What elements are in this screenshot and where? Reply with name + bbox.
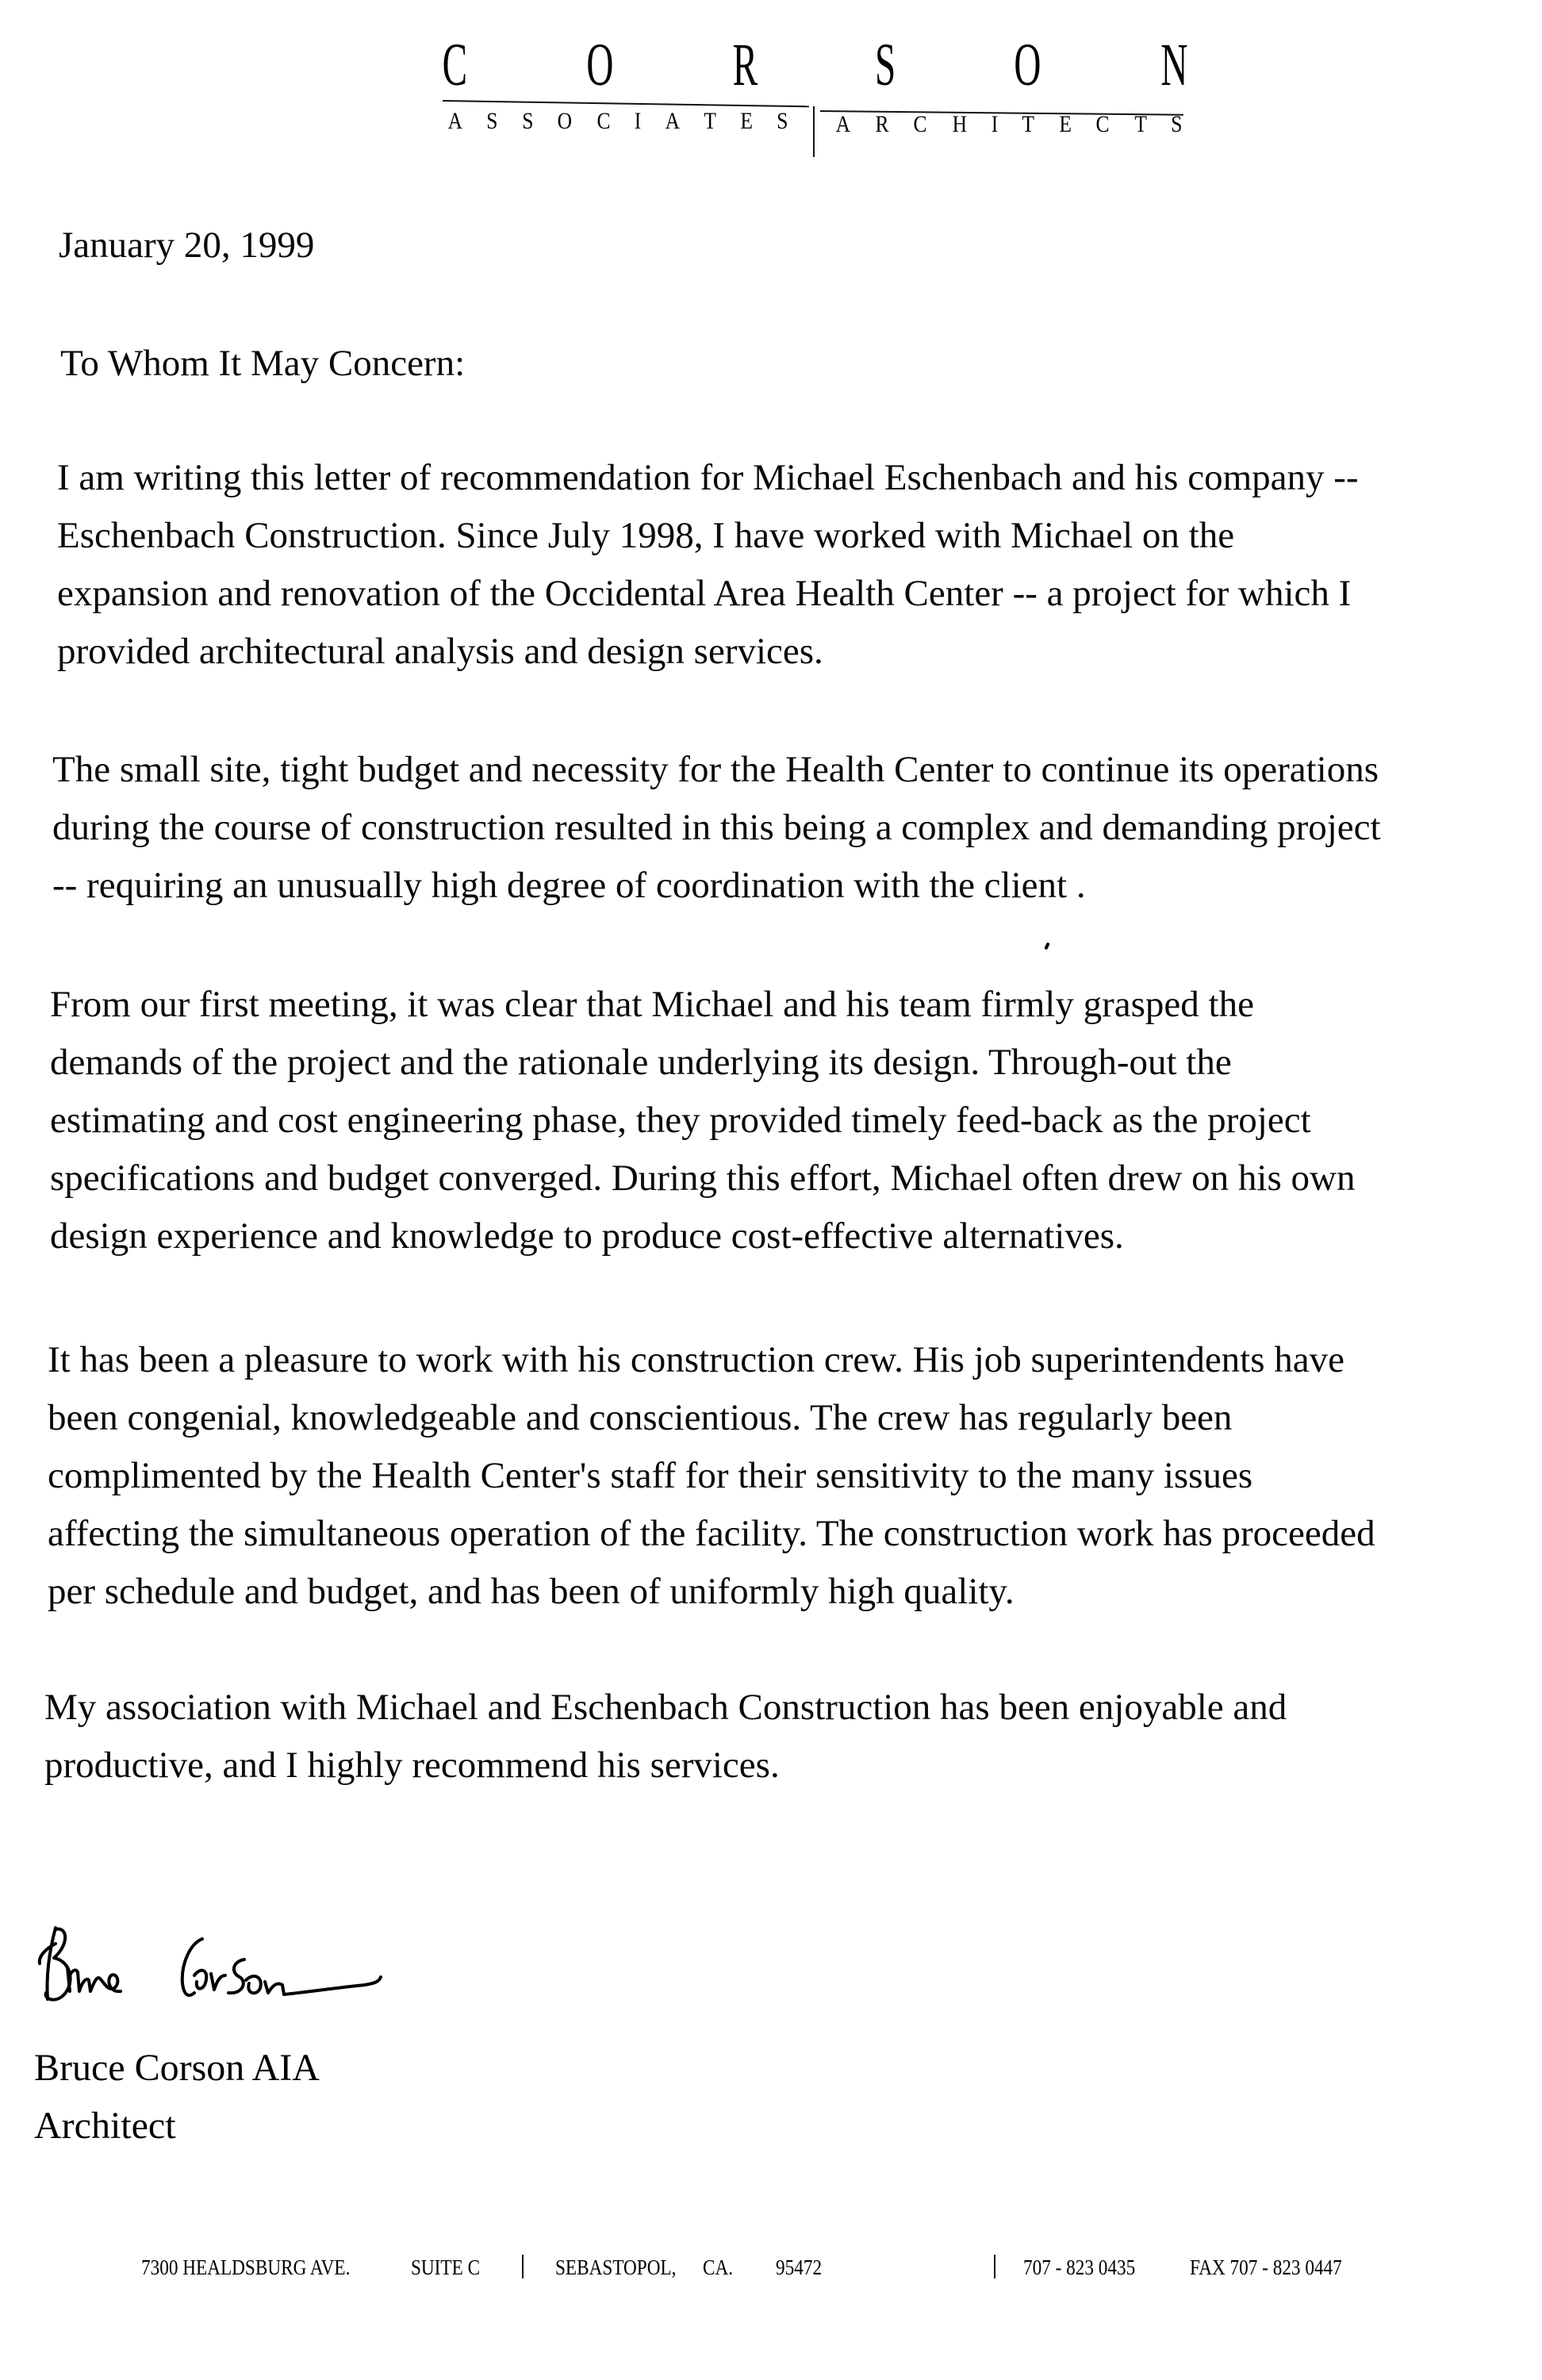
- body-paragraph-1: [57, 449, 1359, 681]
- letterhead-rule-left: [443, 100, 809, 107]
- paragraph-line: From our first meeting, it was clear that Michael and his team firmly grasped the: [50, 984, 1254, 1025]
- letterhead-letter: C: [442, 32, 468, 98]
- body-paragraph-2: [52, 741, 1381, 915]
- subtitle-letter: A: [665, 108, 680, 134]
- body-paragraph-3: [50, 976, 1355, 1265]
- paragraph-line: per schedule and budget, and has been of uniformly high quality.: [48, 1571, 1015, 1612]
- stray-ink-mark: [1044, 942, 1049, 950]
- letter-date: January 20, 1999: [59, 225, 315, 266]
- letterhead-footer: [141, 2251, 1426, 2283]
- letterhead-letter: O: [586, 32, 614, 98]
- letterhead-divider: [813, 106, 815, 157]
- paragraph-line: design experience and knowledge to produce cost-effective alternatives.: [50, 1215, 1124, 1257]
- footer-fax: FAX 707 - 823 0447: [1190, 2255, 1342, 2279]
- signer-name: Bruce Corson AIA: [34, 2047, 320, 2089]
- subtitle-letter: A: [835, 111, 851, 137]
- subtitle-letter: S: [486, 108, 498, 134]
- subtitle-letter: C: [913, 111, 927, 137]
- subtitle-letter: O: [558, 108, 573, 134]
- paragraph-line: specifications and budget converged. During this effort, Michael often drew on his own: [50, 1157, 1356, 1199]
- subtitle-letter: I: [634, 108, 641, 134]
- letterhead-letter: O: [1014, 32, 1041, 98]
- subtitle-letter: T: [1022, 111, 1034, 137]
- subtitle-letter: H: [952, 111, 967, 137]
- subtitle-letter: C: [1095, 111, 1110, 137]
- signer-title: Architect: [34, 2105, 176, 2147]
- body-paragraph-5: [44, 1679, 1287, 1795]
- letterhead-letter: R: [732, 32, 758, 98]
- paragraph-line: provided architectural analysis and design services.: [57, 631, 823, 672]
- footer-zip: 95472: [776, 2255, 823, 2279]
- paragraph-line: estimating and cost engineering phase, they provided timely feed-back as the project: [50, 1100, 1311, 1141]
- paragraph-line: during the course of construction resulted in this being a complex and demanding project: [52, 807, 1381, 848]
- paragraph-line: expansion and renovation of the Occidental Area Health Center -- a project for which I: [57, 573, 1352, 614]
- subtitle-letter: I: [991, 111, 998, 137]
- subtitle-letter: T: [1133, 111, 1147, 137]
- footer-suite: SUITE C: [411, 2255, 481, 2279]
- subtitle-letter: S: [522, 108, 534, 134]
- paragraph-line: -- requiring an unusually high degree of coordination with the client .: [52, 865, 1086, 906]
- paragraph-line: The small site, tight budget and necessity for the Health Center to continue its operations: [52, 749, 1379, 790]
- salutation: To Whom It May Concern:: [60, 343, 466, 384]
- footer-state: CA.: [703, 2255, 734, 2279]
- subtitle-letter: A: [447, 108, 463, 134]
- footer-address: 7300 HEALDSBURG AVE.: [141, 2255, 351, 2279]
- paragraph-line: productive, and I highly recommend his services.: [44, 1745, 780, 1786]
- subtitle-letter: R: [875, 111, 889, 137]
- letterhead-subtitle-architects: [834, 113, 1183, 136]
- paragraph-line: demands of the project and the rationale underlying its design. Through-out the: [50, 1042, 1232, 1083]
- footer-phone: 707 - 823 0435: [1023, 2255, 1136, 2279]
- paragraph-line: It has been a pleasure to work with his construction crew. His job superintendents have: [48, 1339, 1344, 1380]
- paragraph-line: I am writing this letter of recommendation for Michael Eschenbach and his company --: [57, 457, 1359, 498]
- subtitle-letter: C: [596, 108, 611, 134]
- letterhead-firm-name: [435, 33, 1196, 97]
- subtitle-letter: E: [1058, 111, 1072, 137]
- handwritten-signature: [32, 1920, 412, 2015]
- body-paragraph-4: [48, 1331, 1375, 1621]
- footer-separator: [522, 2255, 524, 2278]
- footer-separator: [994, 2255, 995, 2278]
- subtitle-letter: E: [740, 108, 754, 134]
- paragraph-line: My association with Michael and Eschenbach Construction has been enjoyable and: [44, 1687, 1287, 1728]
- paragraph-line: been congenial, knowledgeable and conscientious. The crew has regularly been: [48, 1397, 1233, 1438]
- letterhead-letter: S: [875, 32, 896, 98]
- paragraph-line: complimented by the Health Center's staff for their sensitivity to the many issues: [48, 1455, 1253, 1496]
- letterhead-letter: N: [1160, 32, 1188, 98]
- paragraph-line: Eschenbach Construction. Since July 1998, I have worked with Michael on the: [57, 515, 1235, 556]
- subtitle-letter: T: [704, 108, 716, 134]
- letterhead-subtitle-associates: [447, 109, 789, 133]
- footer-city: SEBASTOPOL,: [555, 2255, 677, 2279]
- paragraph-line: affecting the simultaneous operation of the facility. The construction work has proceeded: [48, 1513, 1375, 1554]
- subtitle-letter: S: [777, 108, 788, 134]
- subtitle-letter: S: [1171, 111, 1183, 137]
